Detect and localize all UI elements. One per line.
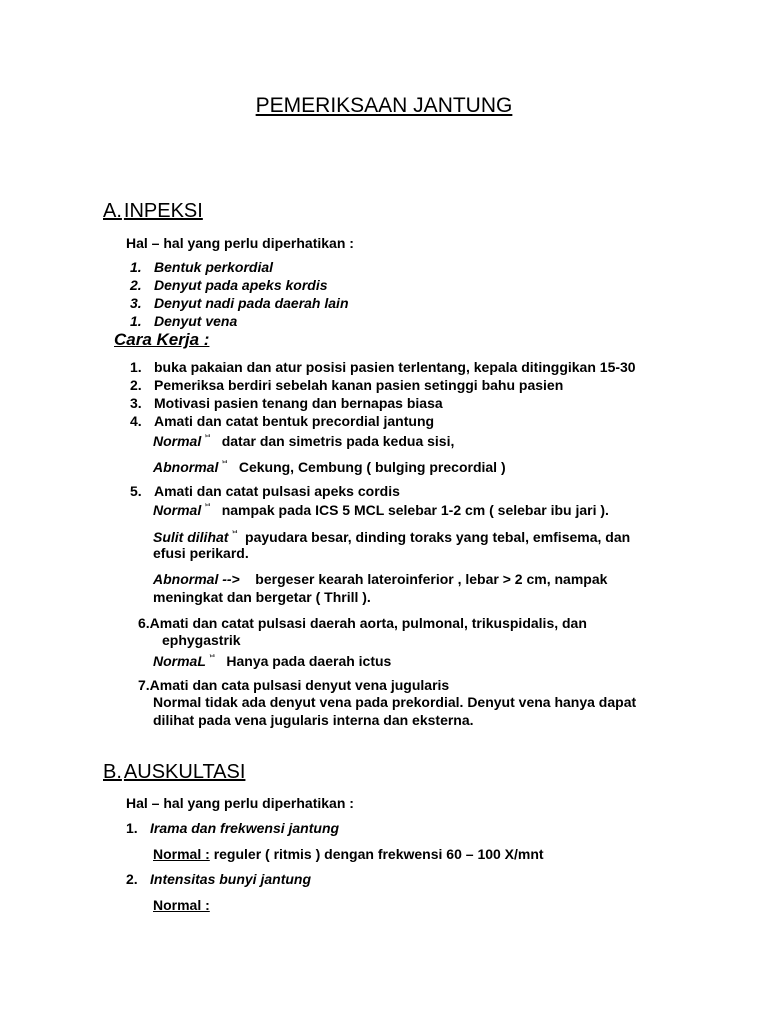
step6-line2: ephygastrik [162, 632, 241, 648]
step4-normal: Normal $^ᄇ$ datar dan simetris pada kedua sisi, [153, 433, 455, 449]
step5-normal: Normal $^ᄇ$ nampak pada ICS 5 MCL selebar 1-2 cm ( selebar ibu jari ). [153, 502, 609, 518]
step7-line1: 7.Amati dan cata pulsasi denyut vena jugularis [138, 677, 450, 693]
section-a-heading [103, 200, 203, 223]
step6-normal: NormaL $^ᄇ$ Hanya pada daerah ictus [153, 653, 392, 669]
section-a-intro: Hal – hal yang perlu diperhatikan : [126, 235, 354, 251]
cara-kerja-heading: Cara Kerja : [114, 330, 210, 349]
section-a-name: INPEKSI [123, 200, 203, 222]
step-item: 4. Amati dan catat bentuk precordial jantung [130, 413, 435, 429]
box-symbol-icon: ᄇ [203, 434, 212, 444]
list-item: 1. Irama dan frekwensi jantung [126, 820, 340, 836]
section-b-intro: Hal – hal yang perlu diperhatikan : [126, 795, 354, 811]
list-item: 1. Denyut vena [130, 313, 238, 329]
step4-abnormal: Abnormal $^ᄇ$ Cekung, Cembung ( bulging precordial ) [153, 459, 506, 475]
box-symbol-icon: ᄇ [203, 503, 212, 513]
item1-normal: Normal : reguler ( ritmis ) dengan frekwensi 60 – 100 X/mnt [153, 846, 544, 862]
list-item: 1. Bentuk perkordial [130, 259, 274, 275]
section-b-letter: B. [103, 761, 122, 783]
step5-sulit-line2: efusi perikard. [153, 545, 249, 561]
section-b-heading [103, 761, 245, 784]
step7-line3: dilihat pada vena jugularis interna dan eksterna. [153, 712, 474, 728]
section-b-name: AUSKULTASI [123, 761, 246, 783]
step-item: 1. buka pakaian dan atur posisi pasien terlentang, kepala ditinggikan 15-30 [130, 359, 636, 375]
list-item: 2. Intensitas bunyi jantung [126, 871, 312, 887]
step-item: 3. Motivasi pasien tenang dan bernapas biasa [130, 395, 443, 411]
step5-sulit-line1: Sulit dilihat $^ᄇ$ payudara besar, dinding toraks yang tebal, emfisema, dan [153, 529, 631, 545]
item2-normal-label: Normal : [153, 897, 210, 913]
step6-line1: 6.Amati dan catat pulsasi daerah aorta, pulmonal, trikuspidalis, dan [138, 615, 587, 631]
step5-abnormal-line1: Abnormal --> bergeser kearah lateroinferior , lebar > 2 cm, nampak [153, 571, 608, 587]
box-symbol-icon: ᄇ [230, 530, 240, 540]
box-symbol-icon: ᄇ [207, 654, 217, 664]
section-a-letter: A. [103, 200, 122, 222]
box-symbol-icon: ᄇ [220, 460, 230, 470]
step7-line2: Normal tidak ada denyut vena pada prekordial. Denyut vena hanya dapat [153, 694, 637, 710]
step-item: 2. Pemeriksa berdiri sebelah kanan pasien setinggi bahu pasien [130, 377, 564, 393]
step-item: 5. Amati dan catat pulsasi apeks cordis [130, 483, 400, 499]
list-item: 3. Denyut nadi pada daerah lain [130, 295, 349, 311]
list-item: 2. Denyut pada apeks kordis [130, 277, 328, 293]
step5-abnormal-line2: meningkat dan bergetar ( Thrill ). [153, 589, 371, 605]
page-title: PEMERIKSAAN JANTUNG [255, 94, 513, 117]
